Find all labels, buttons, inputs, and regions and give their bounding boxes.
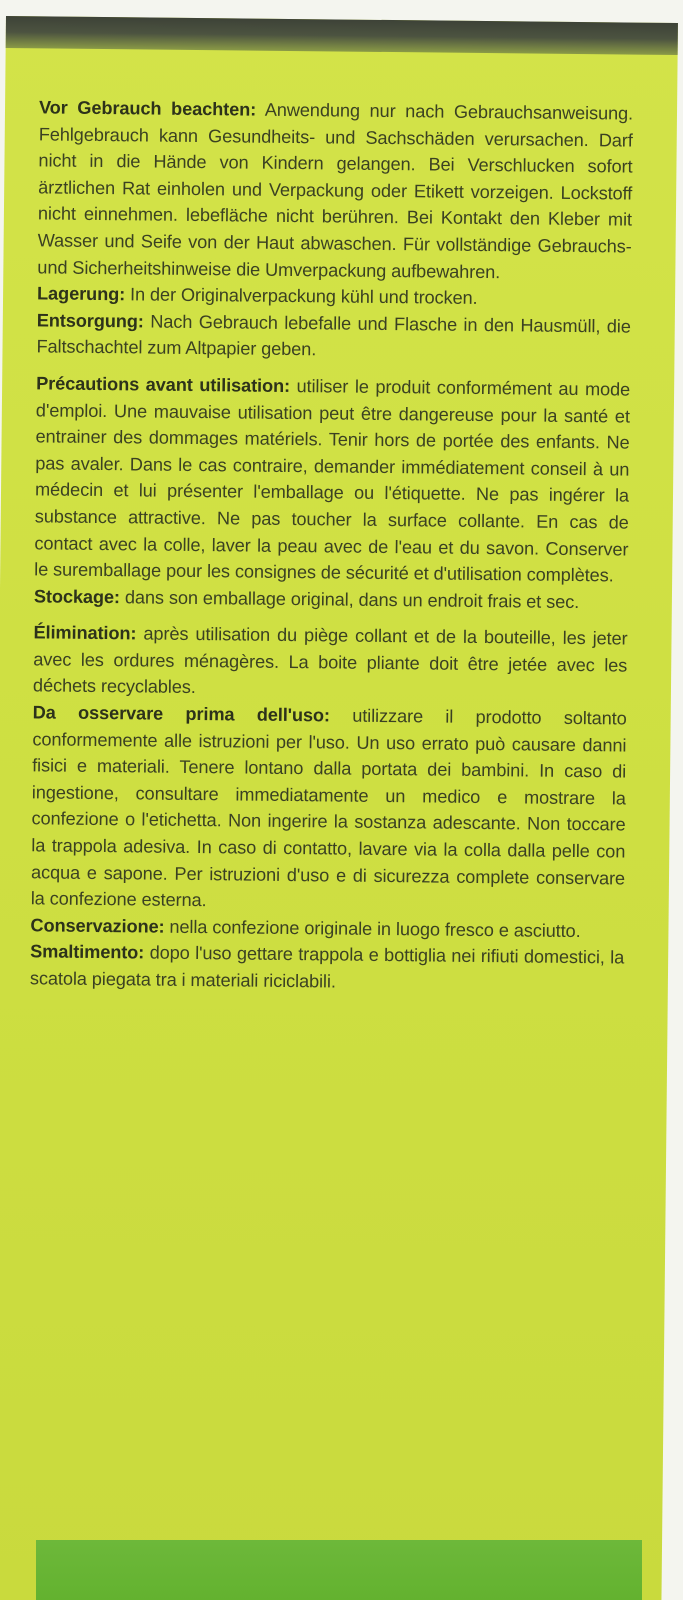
french-storage-text: dans son emballage original, dans un endroit frais et sec. (119, 586, 580, 612)
german-before-use-paragraph (37, 94, 633, 286)
french-before-use-paragraph (34, 370, 630, 589)
german-disposal-label: Entsorgung: (36, 310, 144, 332)
french-disposal-text: après utilisation du piège collant et de la bouteille, les jeter avec les ordures ménagères. La boite pliante doit être jetée avec les déchets recyclables. (32, 623, 628, 698)
italian-before-use-paragraph (31, 699, 627, 918)
german-storage-text: In der Originalverpackung kühl und trocken. (125, 284, 478, 309)
french-disposal-paragraph (33, 620, 628, 706)
german-storage-label: Lagerung: (36, 283, 126, 305)
label-panel (0, 16, 678, 1600)
french-disposal-label: Élimination: (33, 622, 137, 644)
german-disposal-paragraph (36, 307, 631, 366)
italian-storage-text: nella confezione originale in luogo fresco e asciutto. (164, 916, 581, 941)
german-before-use-text: Anwendung nur nach Gebrauchsanweisung. Fehlgebrauch kann Gesundheits- und Sachschäden verursachen. Darf nicht in die Hände von Kindern gelangen. Bei Verschlucken sofort ärztlichen Rat einholen und Verpackung oder Etikett vorzeigen. Lockstoff nicht einnehmen. lebefläche nicht berühren. Bei Kontakt den Kleber mit Wasser und Seife von der Haut abwaschen. Für vollständige Gebrauchs- und Sicherheitshinweise die Umverpackung aufbewahren. (37, 99, 634, 282)
instructions-text (30, 94, 633, 998)
german-disposal-text: Nach Gebrauch lebefalle und Flasche in den Hausmüll, die Faltschachtel zum Altpapier geben. (36, 311, 631, 360)
top-edge-shadow (6, 16, 678, 55)
italian-disposal-paragraph (30, 939, 625, 998)
french-before-use-label: Précautions avant utilisation: (36, 373, 291, 396)
german-before-use-label: Vor Gebrauch beachten: (38, 97, 257, 120)
italian-disposal-label: Smaltimento: (30, 941, 145, 963)
italian-storage-label: Conservazione: (30, 915, 165, 937)
italian-before-use-text: utilizzare il prodotto soltanto conformemente alle istruzioni per l'uso. Un uso errato può causare danni fisici e materiali. Tenere lontano dalla portata dei bambini. In caso di ingestione, consultare immediatamente un medico e mostrare la confezione o l'etichetta. Non ingerire la sostanza adescante. Non toccare la trappola adesiva. In caso di contatto, lavare via la colla dalla pelle con acqua e sapone. Per istruzioni d'uso e di sicurezza complete conservare la confezione esterna. (30, 705, 627, 911)
french-before-use-text: utiliser le produit conformément au mode d'emploi. Une mauvaise utilisation peut être dangereuse pour la santé et entrainer des dommages matériels. Tenir hors de portée des enfants. Ne pas avaler. Dans le cas contraire, demander immédiatement conseil à un médecin et lui présenter l'emballage ou l'étiquette. Ne pas ingérer la substance attractive. Ne pas toucher la surface collante. En cas de contact avec la colle, laver la peau avec de l'eau et du savon. Conserver le suremballage pour les consignes de sécurité et d'utilisation complètes. (34, 375, 631, 586)
french-storage-paragraph (34, 583, 628, 616)
italian-disposal-text: dopo l'uso gettare trappola e bottiglia nei rifiuti domestici, la scatola piegata tra i materiali riciclabili. (29, 942, 625, 992)
bottom-green-band (36, 1540, 642, 1600)
french-storage-label: Stockage: (33, 586, 121, 607)
italian-before-use-label: Da osservare prima dell'uso: (32, 702, 331, 726)
